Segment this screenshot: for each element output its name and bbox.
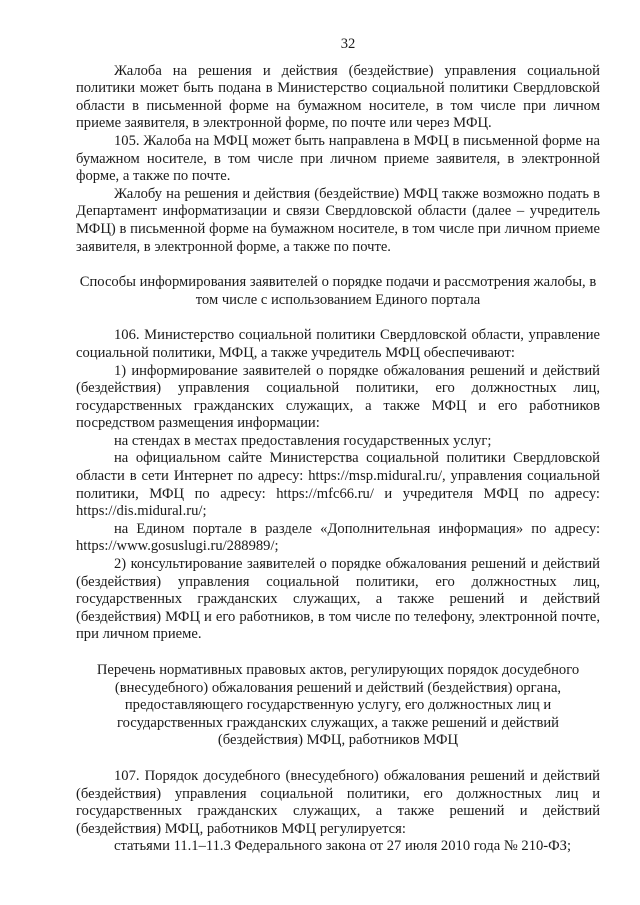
paragraph-106-portal: на Едином портале в разделе «Дополнительная информация» по адресу: https://www.gosuslugi.ru/288989/;: [76, 520, 600, 555]
paragraph-106-item-1: 1) информирование заявителей о порядке обжалования решений и действий (бездействия) управления социальной политики, его должностных лиц, государственных гражданских служащих, а также МФЦ и его работников посредством размещения информации:: [76, 362, 600, 432]
paragraph-complaint-msp: Жалоба на решения и действия (бездействие) управления социальной политики может быть подана в Министерство социальной политики Свердловской области в письменной форме на бумажном носителе, в том числе при личном приеме заявителя, в электронной форме, по почте или через МФЦ.: [76, 62, 600, 132]
page-number: 32: [340, 36, 356, 52]
paragraph-107: 107. Порядок досудебного (внесудебного) обжалования решений и действий (бездействия) управления социальной политики, его должностных лиц и государственных гражданских служащих, а также решений и действий (бездействия) МФЦ, работников МФЦ регулируется:: [76, 767, 600, 837]
section-heading-informing: Способы информирования заявителей о порядке подачи и рассмотрения жалобы, в том числе с использованием Единого портала: [79, 274, 597, 308]
paragraph-107-articles: статьями 11.1–11.3 Федерального закона от 27 июля 2010 года № 210-ФЗ;: [114, 838, 572, 855]
paragraph-105: 105. Жалоба на МФЦ может быть направлена в МФЦ в письменной форме на бумажном носителе, в том числе при личном приеме заявителя, в электронной форме, а также по почте.: [76, 132, 600, 185]
paragraph-complaint-dis: Жалобу на решения и действия (бездействие) МФЦ также возможно подать в Департамент информатизации и связи Свердловской области (далее – учредитель МФЦ) в письменной форме на бумажном носителе, в том числе при личном приеме заявителя, в электронной форме, а также по почте.: [76, 185, 600, 255]
paragraph-106-item-2: 2) консультирование заявителей о порядке обжалования решений и действий (бездействия) управления социальной политики, его должностных лиц, государственных гражданских служащих, а также решений и действий (бездействия) МФЦ и его работников, в том числе по телефону, электронной почте, при личном приеме.: [76, 556, 600, 643]
section-heading-regulations: Перечень нормативных правовых актов, регулирующих порядок досудебного (внесудебного) обжалования решений и действий (бездействия) органа, предоставляющего государственную услугу, его должностных лиц и государственных гражданских служащих, а также решений и действий (бездействия) МФЦ, работников МФЦ: [96, 662, 580, 749]
paragraph-106-websites: на официальном сайте Министерства социальной политики Свердловской области в сети Интернет по адресу: https://msp.midural.ru/, управления социальной политики, МФЦ по адресу: https://mfc66.ru/ и учредителя МФЦ по адресу: https://dis.midural.ru/;: [76, 450, 600, 520]
paragraph-106: 106. Министерство социальной политики Свердловской области, управление социальной политики, МФЦ, а также учредитель МФЦ обеспечивают:: [76, 327, 600, 361]
paragraph-106-stands: на стендах в местах предоставления государственных услуг;: [114, 432, 492, 449]
